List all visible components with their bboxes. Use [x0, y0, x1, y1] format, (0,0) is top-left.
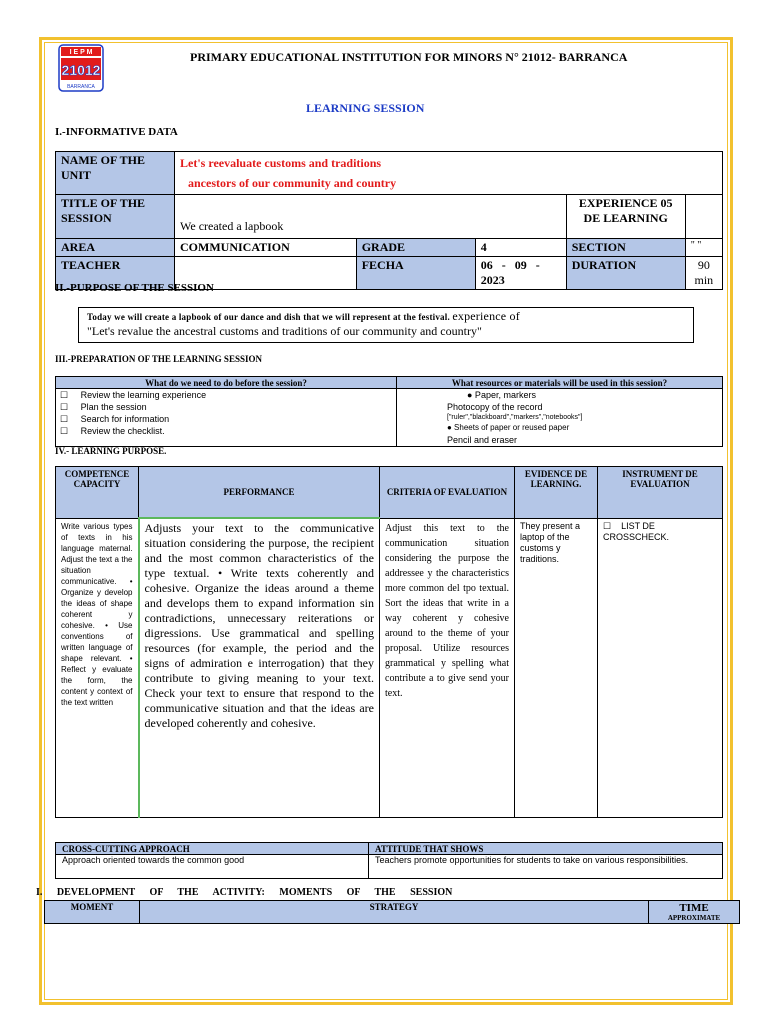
section-value: " "	[685, 239, 722, 257]
learning-purpose-heading: IV.- LEARNING PURPOSE.	[55, 446, 167, 456]
prep-step: ☐ Review the checklist.	[60, 426, 165, 436]
section-label: SECTION	[566, 239, 685, 257]
teacher-label: TEACHER	[56, 257, 175, 290]
learning-purpose-table	[55, 466, 723, 818]
strategy-header: STRATEGY	[140, 901, 649, 924]
prep-steps	[56, 389, 397, 447]
grade-label: GRADE	[356, 239, 475, 257]
purpose-line1: Today we will create a lapbook of our dance and dish that we will represent at the festival.	[87, 312, 450, 322]
header-performance: PERFORMANCE	[139, 467, 380, 519]
resource-item: Photocopy of the record	[447, 402, 543, 412]
preparation-table	[55, 376, 723, 447]
session-title-label: TITLE OF THE SESSION	[56, 195, 175, 239]
development-table	[44, 900, 740, 924]
preparation-heading: III.-PREPARATION OF THE LEARNING SESSION	[55, 354, 262, 364]
header-instrument: INSTRUMENT DE EVALUATION	[598, 467, 723, 519]
duration-label: DURATION	[566, 257, 685, 290]
moment-header: MOMENT	[45, 901, 140, 924]
fecha-value: 06 - 09 - 2023	[475, 257, 566, 290]
approach-value: Approach oriented towards the common good	[56, 855, 369, 879]
school-logo	[58, 44, 104, 92]
prep-step: ☐ Search for information	[60, 414, 170, 424]
resource-item: ● Sheets of paper or reused paper	[447, 423, 570, 432]
attitude-header: ATTITUDE THAT SHOWS	[369, 843, 723, 855]
prep-col-before: What do we need to do before the session?	[56, 377, 397, 389]
svg-text:21012: 21012	[61, 62, 101, 78]
duration-value: 90 min	[685, 257, 722, 290]
header-criteria: CRITERIA OF EVALUATION	[380, 467, 515, 519]
svg-text:BARRANCA: BARRANCA	[67, 84, 95, 90]
attitude-value: Teachers promote opportunities for students to take on various responsibilities.	[369, 855, 723, 879]
prep-step: ☐ Plan the session	[60, 402, 147, 412]
session-label: LEARNING SESSION	[306, 101, 425, 115]
resource-item: ● Paper, markers	[467, 390, 536, 400]
unit-value: Let's reevaluate customs and traditions ancestors of our community and country	[175, 152, 723, 195]
evidence-cell: They present a laptop of the customs y traditions.	[515, 518, 598, 818]
purpose-line1-tail: experience of	[452, 309, 520, 323]
crosscutting-table	[55, 842, 723, 879]
prep-resources	[397, 389, 723, 447]
instrument-cell: ☐ LIST DE CROSSCHECK.	[598, 518, 723, 818]
prep-col-resources: What resources or materials will be used in this session?	[397, 377, 723, 389]
informative-heading: I.-INFORMATIVE DATA	[55, 126, 178, 138]
purpose-box	[78, 307, 694, 343]
purpose-heading: II.-PURPOSE OF THE SESSION	[55, 282, 214, 294]
header-evidence: EVIDENCE DE LEARNING.	[515, 467, 598, 519]
informative-table	[55, 151, 723, 290]
performance-cell: Adjusts your text to the communicative situation considering the purpose, the recipient and the most common characteristics of the type textual. • Write texts coherently and cohesive. Organize the ideas around a theme and develops them to expand information sin contradictions, unnecessary reiterations or digressions. Use grammatical and spelling resources (for example, the period and the signs of admiration e interrogation) that they contribute to giving meaning to your text. Check your text to ensure that respond to the communicative situation and that the ideas are developed coherently and cohesive.	[139, 518, 380, 818]
resource-item: Pencil and eraser	[447, 435, 518, 445]
prep-step: ☐ Review the learning experience	[60, 390, 207, 400]
crosscutting-header: CROSS-CUTTING APPROACH	[56, 843, 369, 855]
svg-text:I E P M: I E P M	[69, 49, 93, 56]
time-header: TIME APPROXIMATE	[649, 901, 740, 924]
unit-label: NAME OF THE UNIT	[56, 152, 175, 195]
criteria-cell: Adjust this text to the communication situation considering the purpose the addressee y the characteristics more common del tpo textual. Sort the ideas that write in a way coherent y cohesive around to the theme of your proposal. Utilize resources grammatical y spelling what contribute a to give send your text.	[380, 518, 515, 818]
session-title-value: We created a lapbook	[175, 195, 567, 239]
grade-value: 4	[475, 239, 566, 257]
experience-label: EXPERIENCE 05 DE LEARNING	[566, 195, 685, 239]
fecha-label: FECHA	[356, 257, 475, 290]
institution-name: PRIMARY EDUCATIONAL INSTITUTION FOR MINORS N° 21012- BARRANCA	[190, 50, 628, 64]
development-heading: I. DEVELOPMENT OF THE ACTIVITY: MOMENTS OF THE SESSION	[36, 887, 453, 898]
area-value: COMMUNICATION	[175, 239, 357, 257]
header-competence: COMPETENCE CAPACITY	[56, 467, 139, 519]
area-label: AREA	[56, 239, 175, 257]
resource-item: ["ruler","blackboard","markers","notebooks"]	[447, 414, 583, 421]
experience-value	[685, 195, 722, 239]
competence-cell: Write various types of texts in his language maternal. Adjust the text a the situation communicative. • Organize y develop the ideas of shape coherent y cohesive. • Use conventions of written language of shape relevant. • Reflect y evaluate the form, the content y context of the text written	[56, 518, 139, 818]
purpose-line2: "Let's revalue the ancestral customs and traditions of our community and country"	[87, 324, 482, 338]
